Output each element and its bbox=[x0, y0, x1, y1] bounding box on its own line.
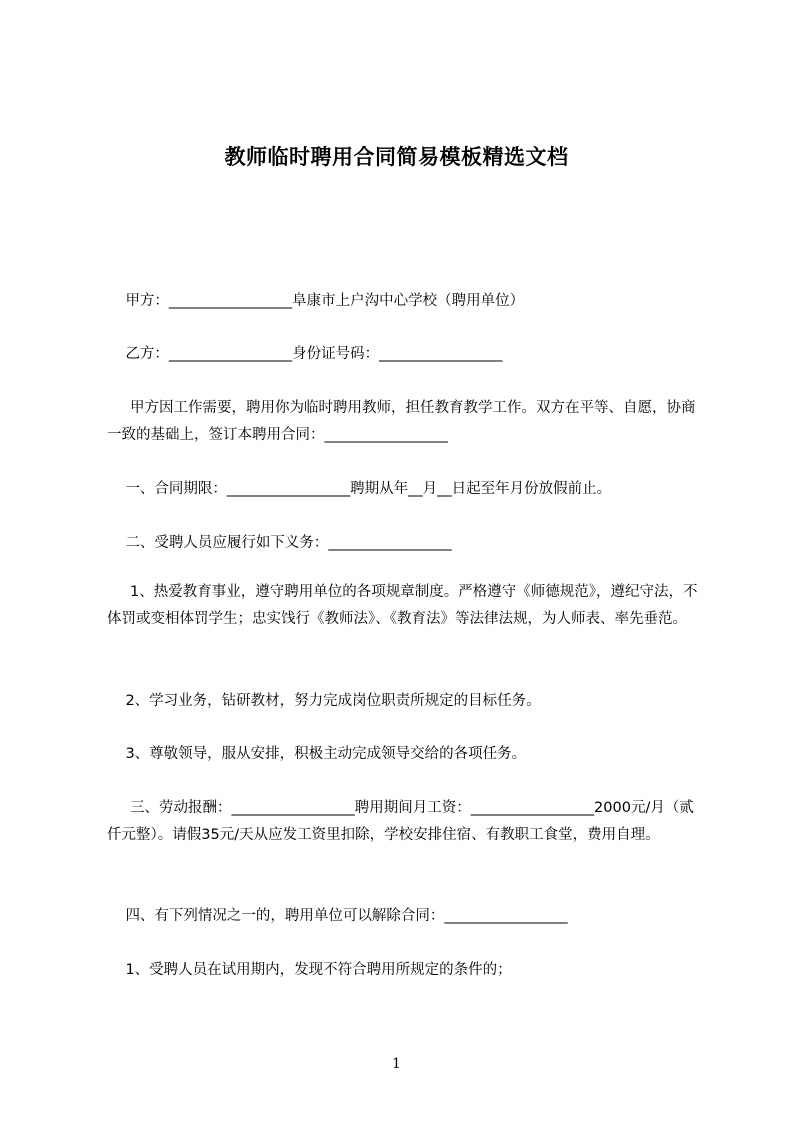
page-title: 教师临时聘用合同简易模板精选文档 bbox=[224, 145, 569, 169]
remuneration-clause: 三、劳动报酬：_________________聘用期间月工资：_________________2000元/月（贰仟元整）。请假35元/天从应发工资里扣除，学校安排住宿、有教职工食堂，费用自理。 bbox=[107, 800, 694, 843]
party-a-line: 甲方：_________________阜康市上户沟中心学校（聘用单位） bbox=[107, 293, 525, 309]
obligation-item-2: 2、学习业务，钻研教材，努力完成岗位职责所规定的目标任务。 bbox=[107, 693, 541, 709]
termination-heading: 四、有下列情况之一的，聘用单位可以解除合同：_________________ bbox=[107, 908, 568, 924]
page-number: 1 bbox=[392, 1056, 401, 1072]
contract-term-clause: 一、合同期限：_________________聘期从年__月__日起至年月份放假前止。 bbox=[107, 481, 612, 497]
obligation-item-1: 1、热爱教育事业，遵守聘用单位的各项规章制度。严格遵守《师德规范》，遵纪守法，不体罚或变相体罚学生；忠实饯行《教师法》、《教育法》等法律法规，为人师表、率先垂范。 bbox=[107, 584, 698, 627]
intro-paragraph: 甲方因工作需要，聘用你为临时聘用教师，担任教育教学工作。双方在平等、自愿，协商一致的基础上，签订本聘用合同：_________________ bbox=[107, 400, 696, 443]
obligation-item-3: 3、尊敬领导，服从安排，积极主动完成领导交给的各项任务。 bbox=[107, 746, 527, 762]
obligations-heading: 二、受聘人员应履行如下义务：_________________ bbox=[107, 535, 452, 551]
termination-item-1: 1、受聘人员在试用期内，发现不符合聘用所规定的条件的； bbox=[107, 962, 512, 978]
party-b-line: 乙方：_________________身份证号码：_________________ bbox=[107, 346, 503, 362]
